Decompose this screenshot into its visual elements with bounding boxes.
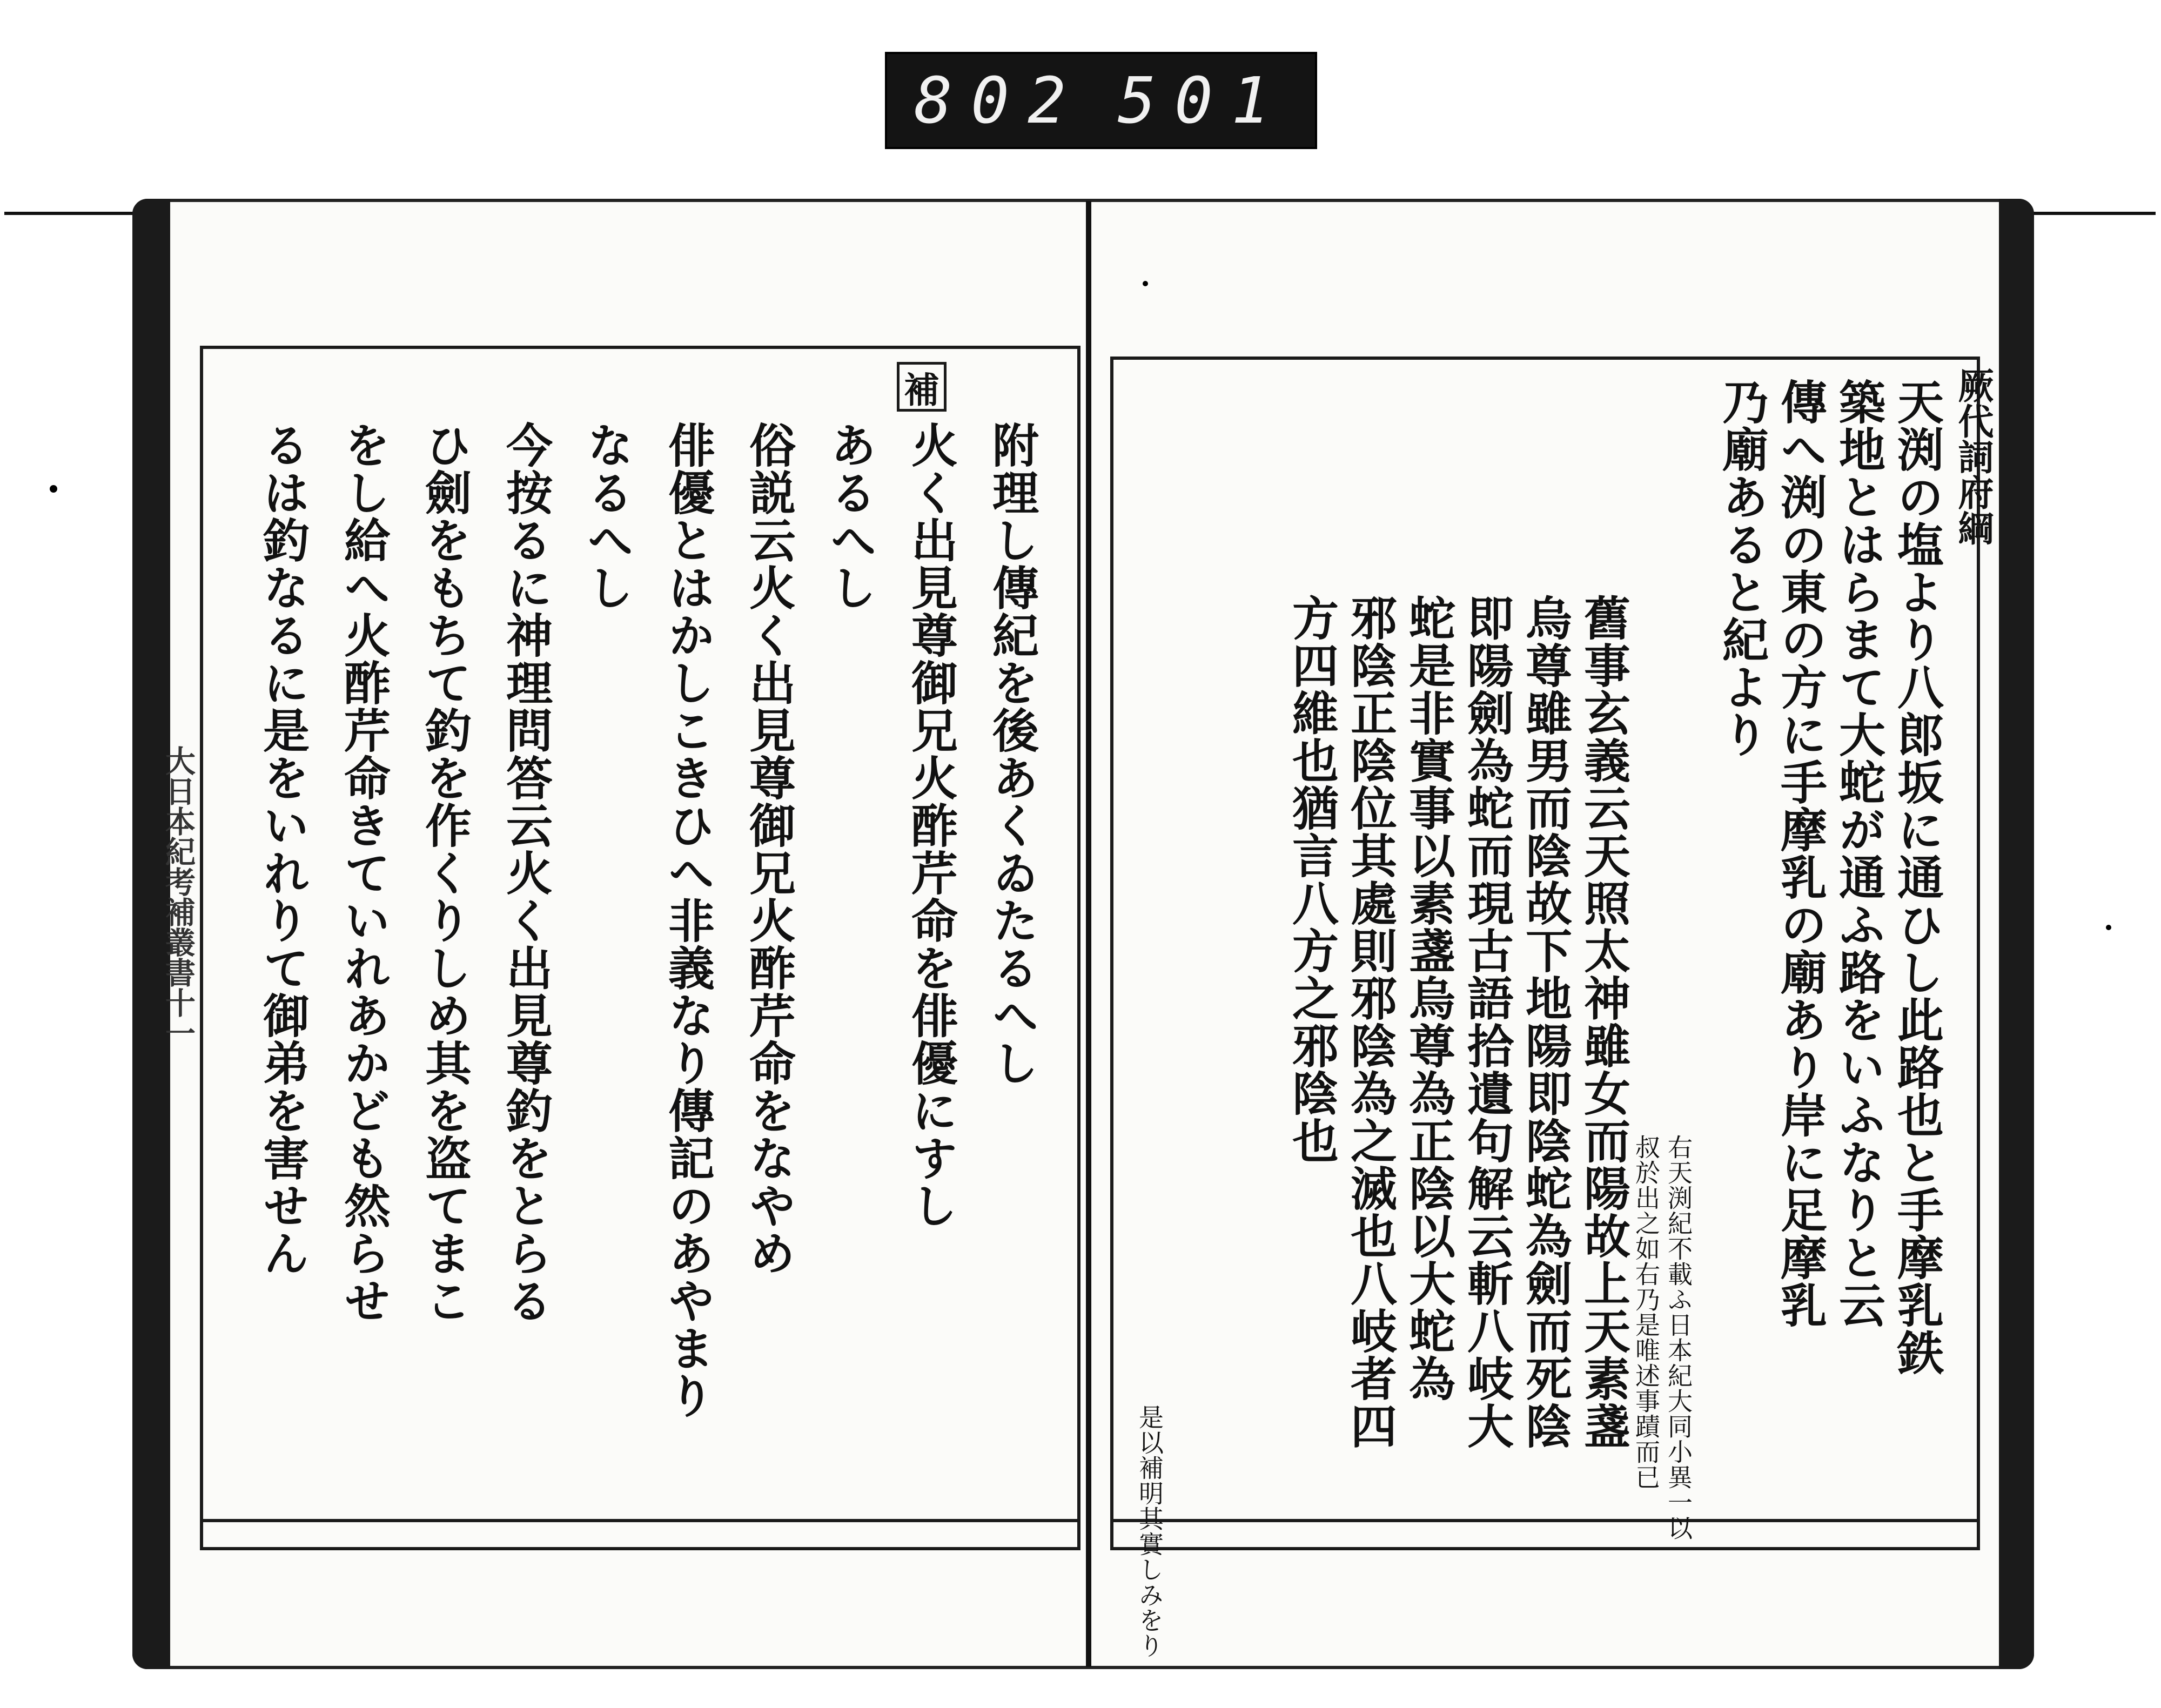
note-column: 叔於出之如右乃是唯述事蹟而已 [1632, 1134, 1661, 1490]
right-page [1094, 205, 1999, 1664]
text-column: 築地とはらまて大蛇が通ふ路をいふなりと云 [1831, 378, 1885, 1329]
right-page-bottom-rule [1110, 1519, 1980, 1522]
text-column: 蛇是非實事以素盞烏尊為正陰以大蛇為 [1401, 594, 1455, 1402]
right-page-note [1634, 1134, 1691, 1541]
text-column: をし給へ火酢芹命きていれあかども然らせ [336, 421, 391, 1324]
text-column: ひ劍をもちて釣を作くりしめ其を盗てまこ [417, 421, 472, 1324]
text-column: 舊事玄義云天照太神雖女而陽故上天素盞 [1576, 594, 1630, 1450]
scan-code-part: 802 [914, 63, 1085, 138]
book-edge-right [1999, 199, 2034, 1669]
text-column: 火く出見尊御兄火酢芹命を俳優にすし [903, 421, 958, 1229]
left-page-bottom-rule [200, 1519, 1080, 1522]
left-page-text [255, 421, 1039, 1420]
text-column: 方四維也猶言八方之邪陰也 [1284, 594, 1339, 1165]
scan-speck [50, 485, 57, 493]
book-gutter [1086, 201, 1091, 1667]
text-column: るは釣なるに是をいれりて御弟を害せん [255, 421, 310, 1277]
right-page-text-2 [1284, 594, 1630, 1450]
supplement-label: 補 [897, 362, 947, 412]
scan-speck [1143, 281, 1148, 286]
text-column: 邪陰正陰位其處則邪陰為之滅也八岐者四 [1343, 594, 1397, 1450]
page-header-title: 厥代詞府綱 [1952, 367, 1994, 546]
text-column: 俳優とはかしこきひへ非義なり傳記のあやまり [660, 421, 715, 1420]
text-column: 今按るに神理問答云火く出見尊釣をとらる [498, 421, 553, 1324]
text-column: 天渕の塩より八郎坂に通ひし此路也と手摩乳鉄 [1889, 378, 1944, 1376]
text-column: あるへし [822, 421, 877, 611]
closing-note: 是以補明其實しみをり [1135, 1404, 1164, 1658]
left-page [160, 205, 1083, 1664]
text-column: 乃廟あると紀より [1714, 378, 1769, 758]
scan-code-part: 501 [1117, 63, 1288, 138]
side-label: 大日本紀考補叢書十一 [160, 745, 196, 1048]
text-column: 傳へ渕の東の方に手摩乳の廟あり岸に足摩乳 [1773, 378, 1827, 1329]
text-column: 烏尊雖男而陰故下地陽即陰蛇為劍而死陰 [1518, 594, 1572, 1450]
text-column: 俗説云火く出見尊御兄火酢芹命をなやめ [741, 421, 796, 1277]
scan-speck [2106, 925, 2111, 930]
note-column: 右天渕紀不載ふ日本紀大同小異一以 [1664, 1134, 1693, 1541]
text-column: 即陽劍為蛇而現古語拾遺句解云斬八岐大 [1459, 594, 1514, 1450]
scan-code-label [885, 52, 1317, 149]
text-column: なるへし [579, 421, 634, 611]
text-column: 附理し傳紀を後あくゐたるへし [984, 421, 1039, 1087]
right-page-text [1714, 378, 1944, 1376]
